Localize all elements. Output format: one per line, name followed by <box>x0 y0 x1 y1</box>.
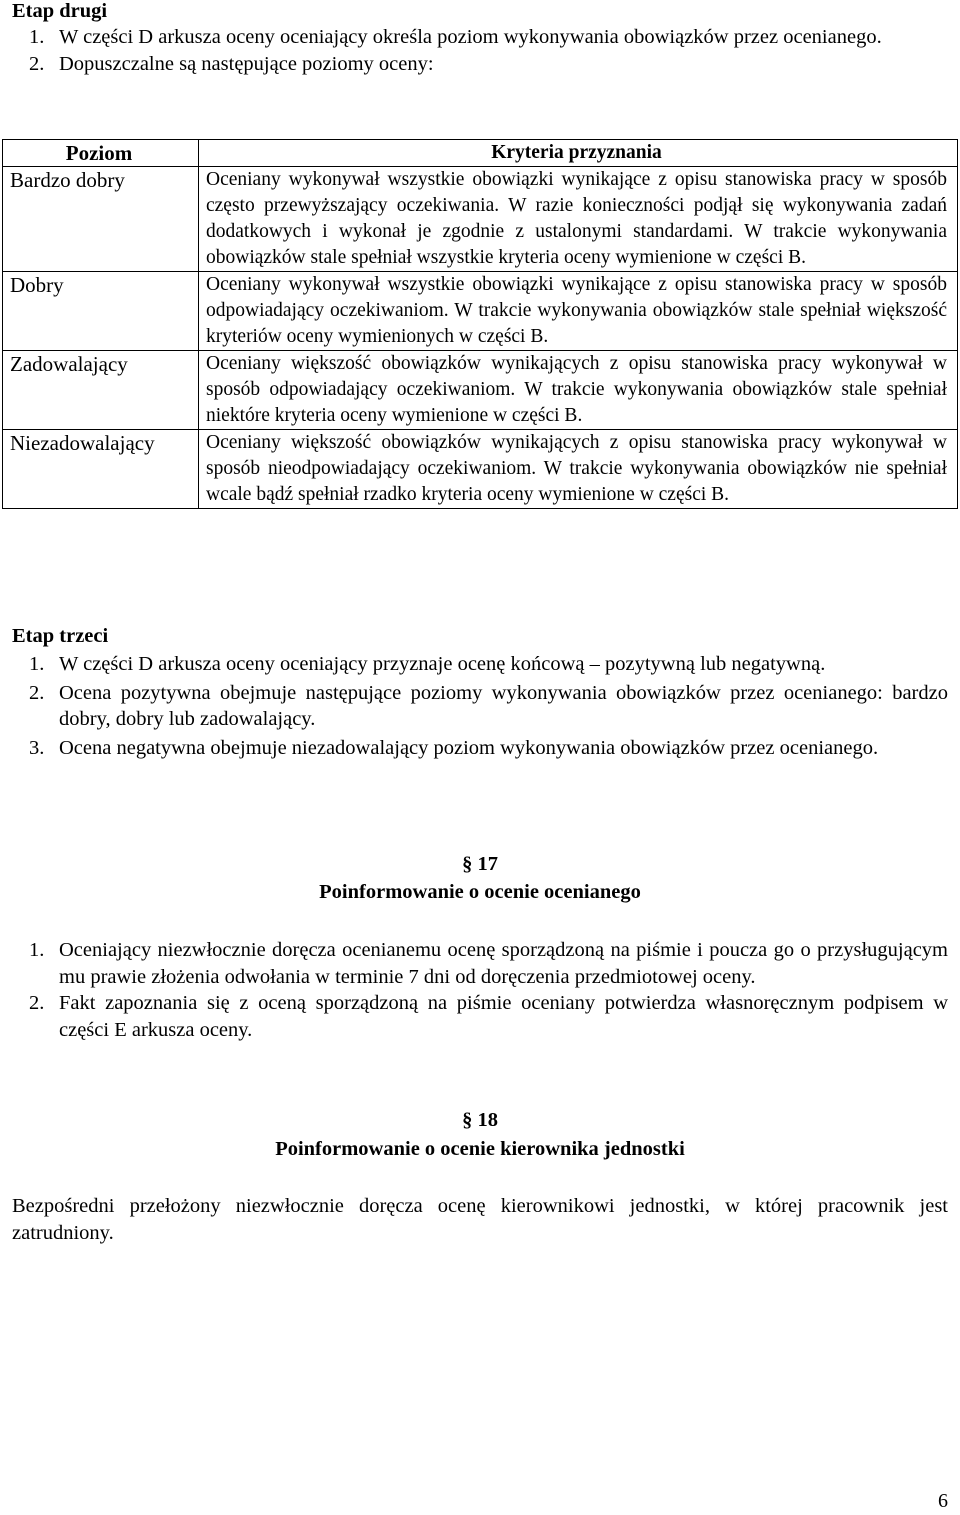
table-row <box>3 272 958 351</box>
section-18-paragraph: Bezpośredni przełożony niezwłocznie doręcza ocenę kierownikowi jednostki, w której pracownik jest zatrudniony. <box>12 1195 948 1244</box>
list-item-text: W części D arkusza oceny oceniający określa poziom wykonywania obowiązków przez ocenianego. <box>59 26 882 48</box>
level-cell: Niezadowalający <box>3 430 199 509</box>
list-item-text: Ocena negatywna obejmuje niezadowalający poziom wykonywania obowiązków przez ocenianego. <box>59 736 879 759</box>
level-cell: Dobry <box>3 272 199 351</box>
list-item <box>12 937 948 990</box>
table-row <box>3 430 958 509</box>
etap2-list <box>12 24 948 77</box>
table-row <box>3 351 958 430</box>
list-item <box>12 24 948 51</box>
list-item <box>12 680 948 733</box>
list-item-text: Oceniający niezwłocznie doręcza ocenianemu ocenę sporządzoną na piśmie i poucza go o przysługującym mu prawie złożenia odwołania w terminie 7 dni od doręczenia przedmiotowej oceny. <box>59 939 948 988</box>
criteria-cell: Oceniany większość obowiązków wynikających z opisu stanowiska pracy wykonywał w sposób odpowiadający oczekiwaniom. W trakcie wykonywania obowiązków stale spełniał niektóre kryteria oceny wymienione w części B. <box>199 351 958 430</box>
list-item-number: 1. <box>29 653 45 675</box>
criteria-cell: Oceniany wykonywał wszystkie obowiązki wynikające z opisu stanowiska pracy w sposób często przewyższający oczekiwania. W razie konieczności podjął się wykonywania zadań dodatkowych i wykonał je zgodnie z ustalonymi standardami. W trakcie wykonywania obowiązków stale spełniał wszystkie kryteria oceny wymienione w części B. <box>199 167 958 272</box>
list-item-text: Ocena pozytywna obejmuje następujące poziomy wykonywania obowiązków przez ocenianego: bardzo dobry, dobry lub zadowalający. <box>59 681 948 730</box>
table-header-row <box>3 140 958 167</box>
etap2-heading: Etap drugi <box>12 0 108 22</box>
list-item-number: 2. <box>29 992 45 1014</box>
list-item-number: 2. <box>29 681 45 704</box>
list-item-text: Dopuszczalne są następujące poziomy oceny: <box>59 52 434 75</box>
list-item-number: 1. <box>29 26 45 48</box>
level-cell: Bardzo dobry <box>3 167 199 272</box>
header-poziom: Poziom <box>3 140 199 167</box>
section-18-title: Poinformowanie o ocenie kierownika jednostki <box>275 1138 685 1160</box>
section-18-number: § 18 <box>462 1109 498 1131</box>
list-item <box>12 651 948 678</box>
criteria-cell: Oceniany wykonywał wszystkie obowiązki wynikające z opisu stanowiska pracy w sposób odpowiadający oczekiwaniom. W trakcie wykonywania obowiązków stale spełniał większość kryteriów oceny wymienionych w części B. <box>199 272 958 351</box>
header-kryteria: Kryteria przyznania <box>199 140 958 167</box>
section-17-list <box>12 937 948 1043</box>
list-item <box>12 51 948 78</box>
list-item <box>12 735 948 762</box>
section-17-number: § 17 <box>462 853 498 875</box>
etap3-list <box>12 651 948 761</box>
table-row <box>3 167 958 272</box>
list-item <box>12 990 948 1043</box>
page-number: 6 <box>938 1490 948 1512</box>
criteria-cell: Oceniany większość obowiązków wynikających z opisu stanowiska pracy wykonywał w sposób nieodpowiadający oczekiwaniom. W trakcie wykonywania obowiązków nie spełniał wcale bądź spełniał rzadko kryteria oceny wymienione w części B. <box>199 430 958 509</box>
section-17-title: Poinformowanie o ocenie ocenianego <box>319 881 641 903</box>
etap3-heading: Etap trzeci <box>12 625 109 647</box>
list-item-text: Fakt zapoznania się z oceną sporządzoną na piśmie oceniany potwierdza własnoręcznym podpisem w części E arkusza oceny. <box>59 992 948 1041</box>
criteria-table <box>2 139 958 509</box>
list-item-number: 2. <box>29 52 45 75</box>
list-item-number: 1. <box>29 939 45 961</box>
list-item-text: W części D arkusza oceny oceniający przyznaje ocenę końcową – pozytywną lub negatywną. <box>59 653 826 675</box>
level-cell: Zadowalający <box>3 351 199 430</box>
list-item-number: 3. <box>29 736 45 759</box>
